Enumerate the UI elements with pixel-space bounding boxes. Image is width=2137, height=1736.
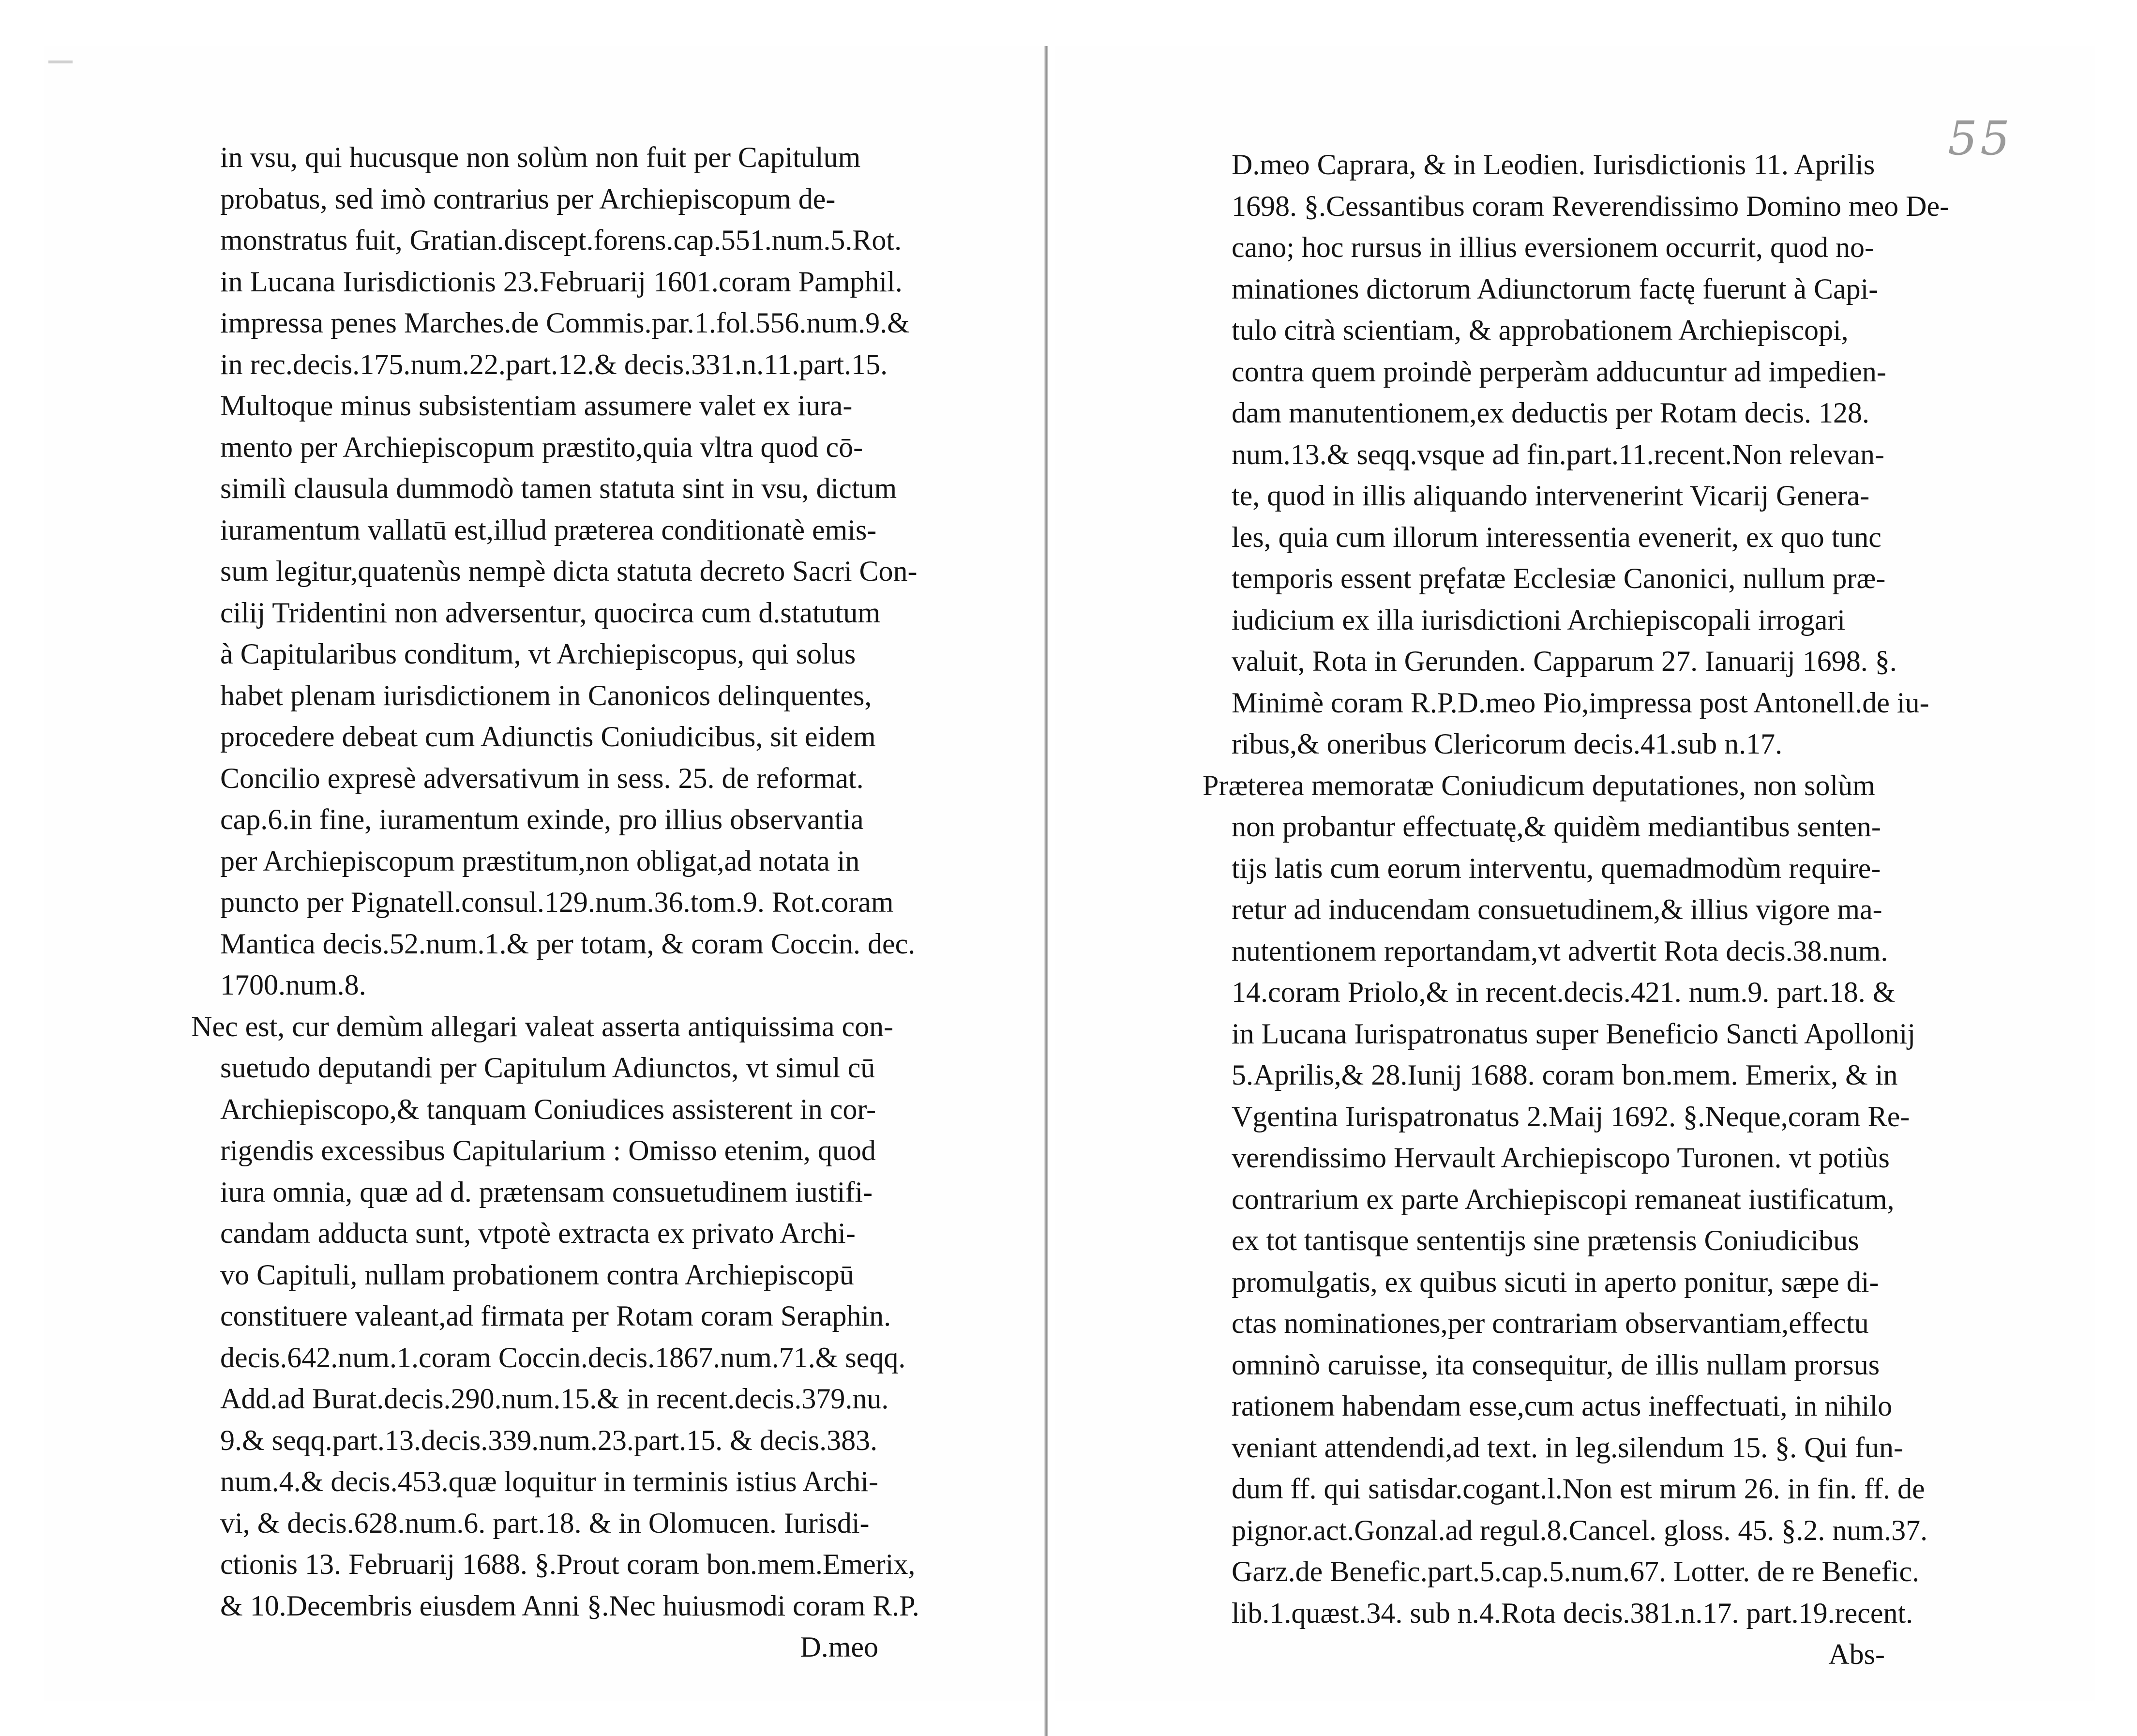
text-line: nutentionem reportandam,vt advertit Rota decis.38.num.: [1232, 935, 1888, 967]
text-line: ctas nominationes,per contrariam observantiam,effectu: [1232, 1307, 1869, 1339]
text-line: rationem habendam esse,cum actus ineffectuati, in nihilo: [1232, 1390, 1893, 1422]
text-line: suetudo deputandi per Capitulum Adiunctos, vt simul cū: [220, 1052, 875, 1084]
text-line: 1700.num.8.: [220, 969, 366, 1001]
text-line: 14.coram Priolo,& in recent.decis.421. num.9. part.18. &: [1232, 976, 1896, 1008]
text-line: tijs latis cum eorum interventu, quemadmodùm require-: [1232, 852, 1881, 884]
text-line: Mantica decis.52.num.1.& per totam, & coram Coccin. dec.: [220, 927, 916, 960]
text-line: tulo citrà scientiam, & approbationem Archiepiscopi,: [1232, 314, 1849, 346]
text-line: dam manutentionem,ex deductis per Rotam decis. 128.: [1232, 397, 1870, 429]
paragraph-start-line: Præterea memoratæ Coniudicum deputationes, non solùm: [1203, 769, 1875, 801]
text-line: te, quod in illis aliquando intervenerint Vicarij Genera-: [1232, 480, 1870, 512]
text-line: puncto per Pignatell.consul.129.num.36.tom.9. Rot.coram: [220, 886, 894, 918]
text-line: monstratus fuit, Gratian.discept.forens.cap.551.num.5.Rot.: [220, 224, 902, 256]
text-line: retur ad inducendam consuetudinem,& illius vigore ma-: [1232, 893, 1882, 925]
text-line: constituere valeant,ad firmata per Rotam coram Seraphin.: [220, 1300, 891, 1332]
text-line: & 10.Decembris eiusdem Anni §.Nec huiusmodi coram R.P.: [220, 1589, 919, 1622]
text-line: num.13.& seqq.vsque ad fin.part.11.recent.Non relevan-: [1232, 438, 1885, 470]
text-line: iuramentum vallatū est,illud præterea conditionatè emis-: [220, 513, 877, 546]
text-line: lib.1.quæst.34. sub n.4.Rota decis.381.n.17. part.19.recent.: [1232, 1597, 1913, 1629]
text-line: decis.642.num.1.coram Coccin.decis.1867.num.71.& seqq.: [220, 1341, 906, 1374]
text-line: valuit, Rota in Gerunden. Capparum 27. Ianuarij 1698. §.: [1232, 645, 1897, 677]
text-line: 1698. §.Cessantibus coram Reverendissimo Domino meo De-: [1232, 190, 1950, 222]
text-line: dum ff. qui satisdar.cogant.l.Non est mirum 26. in fin. ff. de: [1232, 1473, 1925, 1505]
text-line: Multoque minus subsistentiam assumere valet ex iura-: [220, 390, 853, 422]
text-line: D.meo Caprara, & in Leodien. Iurisdictionis 11. Aprilis: [1232, 149, 1875, 181]
catchword: D.meo: [800, 1631, 878, 1663]
text-line: ctionis 13. Februarij 1688. §.Prout coram bon.mem.Emerix,: [220, 1548, 916, 1580]
text-line: cano; hoc rursus in illius eversionem occurrit, quod no-: [1232, 231, 1875, 263]
text-line: in rec.decis.175.num.22.part.12.& decis.331.n.11.part.15.: [220, 348, 888, 380]
text-line: temporis essent pręfatæ Ecclesiæ Canonici, nullum præ-: [1232, 562, 1886, 594]
text-line: verendissimo Hervault Archiepiscopo Turonen. vt potiùs: [1232, 1142, 1890, 1174]
text-line: in Lucana Iurispatronatus super Beneficio Sancti Apollonij: [1232, 1017, 1915, 1050]
text-line: iudicium ex illa iurisdictioni Archiepiscopali irrogari: [1232, 604, 1846, 636]
text-line: minationes dictorum Adiunctorum factę fuerunt à Capi-: [1232, 272, 1879, 305]
text-line: ex tot tantisque sententijs sine prætensis Coniudicibus: [1232, 1224, 1859, 1256]
text-line: contrarium ex parte Archiepiscopi remaneat iustificatum,: [1232, 1183, 1895, 1215]
text-line: 9.& seqq.part.13.decis.339.num.23.part.15. & decis.383.: [220, 1424, 878, 1456]
text-line: in vsu, qui hucusque non solùm non fuit per Capitulum: [220, 141, 861, 173]
text-line: habet plenam iurisdictionem in Canonicos delinquentes,: [220, 679, 872, 711]
folio-number: 55: [1948, 111, 2013, 166]
text-line: vo Capituli, nullam probationem contra Archiepiscopū: [220, 1258, 854, 1291]
text-line: per Archiepiscopum præstitum,non obligat,ad notata in: [220, 845, 860, 877]
page-edge-mark: [48, 60, 73, 63]
text-line: vi, & decis.628.num.6. part.18. & in Olomucen. Iurisdi-: [220, 1507, 870, 1539]
text-line: contra quem proindè perperàm adducuntur ad impedien-: [1232, 355, 1886, 388]
book-gutter: [1044, 46, 1048, 1736]
text-line: num.4.& decis.453.quæ loquitur in terminis istius Archi-: [220, 1465, 878, 1497]
text-line: à Capitularibus conditum, vt Archiepiscopus, qui solus: [220, 638, 856, 670]
text-line: rigendis excessibus Capitularium : Omisso etenim, quod: [220, 1134, 876, 1166]
text-line: impressa penes Marches.de Commis.par.1.fol.556.num.9.&: [220, 307, 910, 339]
text-line: iura omnia, quæ ad d. prætensam consuetudinem iustifi-: [220, 1176, 873, 1208]
text-line: Add.ad Burat.decis.290.num.15.& in recent.decis.379.nu.: [220, 1383, 889, 1415]
text-line: promulgatis, ex quibus sicuti in aperto ponitur, sæpe di-: [1232, 1266, 1879, 1298]
paragraph-start-line: Nec est, cur demùm allegari valeat asserta antiquissima con-: [191, 1010, 894, 1042]
text-line: in Lucana Iurisdictionis 23.Februarij 1601.coram Pamphil.: [220, 265, 903, 298]
left-page-text: [191, 137, 919, 1668]
text-line: cap.6.in fine, iuramentum exinde, pro illius observantia: [220, 803, 864, 835]
text-line: Archiepiscopo,& tanquam Coniudices assisterent in cor-: [220, 1093, 876, 1125]
text-line: Concilio expresè adversativum in sess. 25. de reformat.: [220, 762, 864, 794]
text-line: cilij Tridentini non adversentur, quocirca cum d.statutum: [220, 596, 881, 629]
right-page-text: [1203, 144, 1950, 1676]
text-line: candam adducta sunt, vtpotè extracta ex privato Archi-: [220, 1217, 856, 1249]
text-line: sum legitur,quatenùs nempè dicta statuta decreto Sacri Con-: [220, 555, 918, 587]
text-line: Vgentina Iurispatronatus 2.Maij 1692. §.Neque,coram Re-: [1232, 1100, 1910, 1132]
text-line: non probantur effectuatę,& quidèm mediantibus senten-: [1232, 811, 1881, 843]
text-line: similì clausula dummodò tamen statuta sint in vsu, dictum: [220, 472, 897, 504]
text-line: omninò caruisse, ita consequitur, de illis nullam prorsus: [1232, 1348, 1880, 1381]
text-line: procedere debeat cum Adiunctis Coniudicibus, sit eidem: [220, 721, 876, 753]
text-line: pignor.act.Gonzal.ad regul.8.Cancel. gloss. 45. §.2. num.37.: [1232, 1514, 1928, 1546]
text-line: Minimè coram R.P.D.meo Pio,impressa post Antonell.de iu-: [1232, 686, 1929, 719]
catchword: Abs-: [1828, 1638, 1885, 1670]
text-line: les, quia cum illorum interessentia evenerit, ex quo tunc: [1232, 521, 1881, 553]
text-line: veniant attendendi,ad text. in leg.silendum 15. §. Qui fun-: [1232, 1431, 1904, 1464]
text-line: ribus,& oneribus Clericorum decis.41.sub n.17.: [1232, 728, 1783, 760]
text-line: Garz.de Benefic.part.5.cap.5.num.67. Lotter. de re Benefic.: [1232, 1555, 1920, 1587]
text-line: probatus, sed imò contrarius per Archiepiscopum de-: [220, 182, 836, 215]
text-line: mento per Archiepiscopum præstito,quia vltra quod cō-: [220, 431, 863, 463]
text-line: 5.Aprilis,& 28.Iunij 1688. coram bon.mem. Emerix, & in: [1232, 1059, 1898, 1091]
